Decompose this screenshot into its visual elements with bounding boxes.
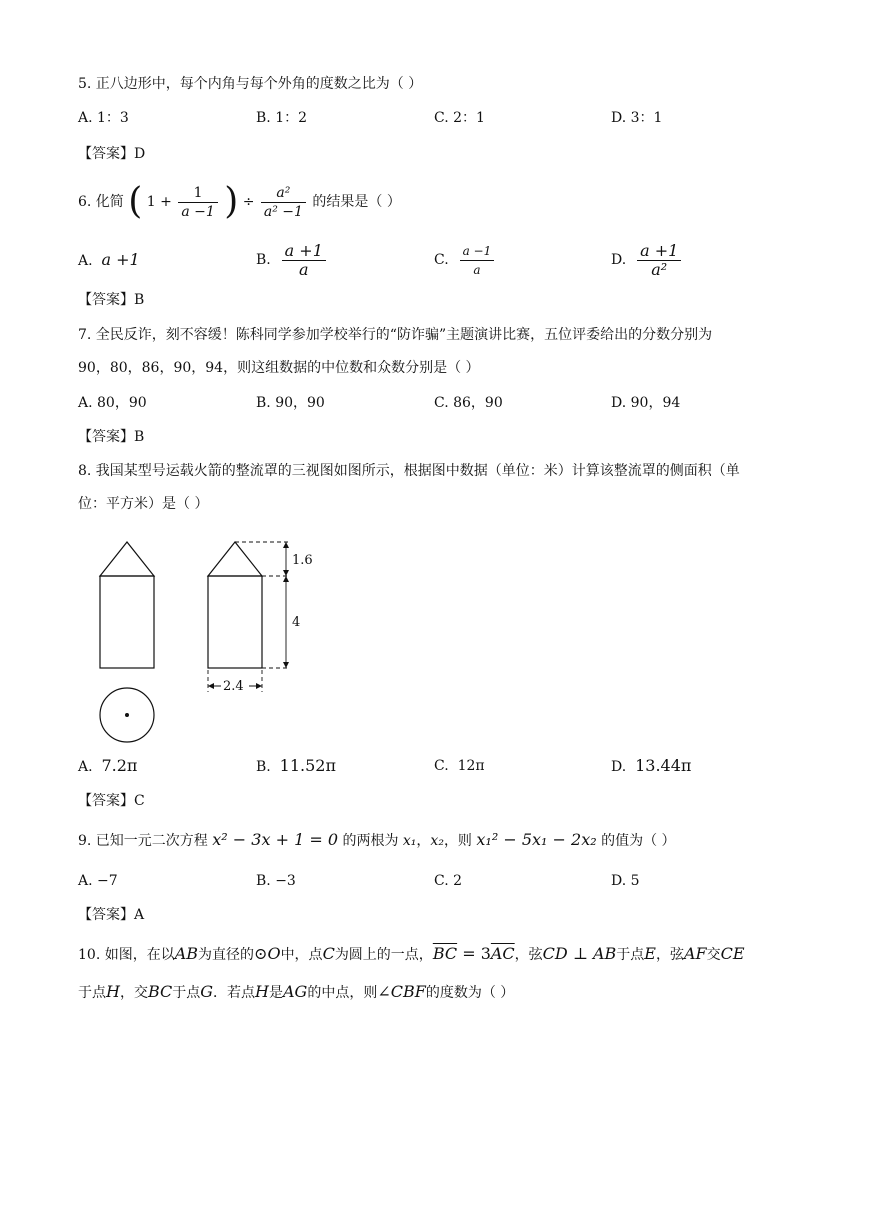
q5-answer: 【答案】D [78, 146, 146, 162]
q6-right-paren: ) [224, 181, 239, 222]
q6-stem-prefix: 6. 化简 [78, 194, 124, 210]
q8-option-a [78, 756, 137, 777]
q10-l2-p4: ．若点 [213, 985, 256, 1001]
q6-opt-d-label: D. [611, 252, 627, 268]
q6-fraction-2 [261, 184, 306, 221]
q10-l1-ce: CE [720, 944, 745, 963]
q10-l1-cd-perp-ab: CD ⊥ AB [542, 944, 617, 963]
side-view [208, 542, 262, 668]
q7-option-c: C. 86，90 [434, 395, 503, 411]
q10-l2-h: H [106, 982, 120, 1001]
q9-option-d: D. 5 [611, 873, 640, 889]
q6-opt-c-frac [460, 242, 495, 279]
q6-opt-d-num: a +1 [637, 242, 681, 261]
q8-option-c [434, 756, 485, 776]
dimension-guides [208, 542, 290, 692]
q10-l1-c: C [322, 944, 335, 963]
front-view-cone [100, 542, 154, 576]
q6-one-plus: 1 + [146, 194, 172, 210]
q6-frac2-den: a² −1 [263, 203, 303, 220]
q9-root1: x₁ [402, 833, 417, 849]
q6-stem [78, 178, 401, 226]
q6-frac1-num: 1 [178, 184, 217, 203]
q10-l1-p4: 为圆上的一点， [334, 947, 433, 963]
q10-l2-p3: 于点 [172, 985, 201, 1001]
q6-frac1-den: a −1 [181, 203, 215, 220]
q10-stem-line1 [78, 944, 745, 965]
q10-l1-p8: 交 [706, 947, 721, 963]
q10-l2-p5: 是 [268, 985, 283, 1001]
q7-stem-line2: 90，80，86，90，94，则这组数据的中位数和众数分别是（ ） [78, 360, 480, 376]
q10-l2-h2: H [255, 982, 269, 1001]
dimension-arrows [208, 542, 286, 686]
q6-option-c [434, 240, 496, 280]
q8-option-b [256, 756, 336, 777]
q7-option-b: B. 90，90 [256, 395, 325, 411]
q6-opt-d-den: a² [651, 259, 668, 279]
q6-option-d [611, 240, 683, 280]
q9-expression: x₁² − 5x₁ − 2x₂ [476, 830, 597, 849]
q6-divide: ÷ [242, 194, 255, 210]
q10-l2-g: G [200, 982, 214, 1001]
q7-stem-line1: 7. 全民反诈，刻不容缓！陈科同学参加学校举行的“防诈骗”主题演讲比赛，五位评委给出的分数分别为 [78, 327, 713, 343]
q10-l2-ag: AG [282, 982, 308, 1001]
q10-l1-circle: ⊙O [254, 944, 281, 963]
q6-option-b [256, 240, 328, 280]
top-view-center-dot [125, 713, 129, 717]
q7-option-a: A. 80，90 [78, 395, 147, 411]
q6-frac2-num: a² [261, 184, 306, 203]
q8-opt-a-value: 7.2π [101, 756, 138, 775]
q8-opt-c-label: C. [434, 758, 449, 774]
q10-l1-p1: 10. 如图，在以 [78, 947, 175, 963]
q5-option-b: B. 1：2 [256, 110, 308, 126]
q10-l1-ab: AB [174, 944, 199, 963]
q10-l2-p6: 的中点，则 [307, 985, 378, 1001]
q10-l2-angle-cbf: ∠CBF [377, 982, 426, 1001]
q9-option-c: C. 2 [434, 873, 463, 889]
q9-option-b: B. −3 [256, 873, 296, 889]
q10-l1-p2: 为直径的 [198, 947, 255, 963]
q10-l1-af: AF [683, 944, 707, 963]
front-view-cylinder [100, 576, 154, 668]
q8-stem-line1: 8. 我国某型号运载火箭的整流罩的三视图如图所示，根据图中数据（单位：米）计算该整流罩的侧面积（单 [78, 463, 740, 479]
q7-option-d: D. 90，94 [611, 395, 681, 411]
q7-answer: 【答案】B [78, 429, 145, 445]
q6-opt-c-label: C. [434, 252, 449, 268]
q6-stem-suffix: 的结果是（ ） [312, 194, 401, 210]
q9-option-a: A. −7 [78, 873, 118, 889]
q6-answer: 【答案】B [78, 292, 145, 308]
q6-opt-b-frac [282, 242, 326, 279]
side-view-cone [208, 542, 262, 576]
q10-l1-p6: 于点 [616, 947, 645, 963]
q10-l1-p3: 中，点 [280, 947, 323, 963]
q6-opt-b-label: B. [256, 252, 271, 268]
q9-answer: 【答案】A [78, 907, 145, 923]
q9-stem-mid: 的两根为 [342, 833, 399, 849]
q6-opt-c-den: a [473, 262, 481, 277]
q6-opt-b-num: a +1 [282, 242, 326, 261]
q8-opt-a-label: A. [78, 759, 93, 775]
q10-l2-p7: 的度数为（ ） [425, 985, 515, 1001]
q9-stem-suffix: 的值为（ ） [601, 833, 676, 849]
q9-root2: x₂ [430, 833, 444, 849]
q8-option-d [611, 756, 691, 777]
q9-comma: ， [416, 833, 431, 849]
q5-option-d: D. 3：1 [611, 110, 663, 126]
q6-opt-a-expr: a +1 [101, 250, 140, 269]
q8-answer: 【答案】C [78, 793, 145, 809]
q8-opt-d-value: 13.44π [635, 756, 692, 775]
q8-opt-b-label: B. [256, 759, 271, 775]
q10-l1-e: E [644, 944, 656, 963]
q10-l2-p2: ，交 [119, 985, 148, 1001]
q9-stem-prefix: 9. 已知一元二次方程 [78, 833, 208, 849]
q10-l1-arc-bc: $\overline{BC}$ [432, 944, 458, 963]
label-height-top: 1.6 [292, 553, 313, 568]
q10-l1-p7: ，弦 [655, 947, 684, 963]
q6-opt-d-frac [637, 242, 681, 279]
q8-opt-c-value: 12π [457, 758, 485, 774]
q5-stem: 5. 正八边形中，每个内角与每个外角的度数之比为（ ） [78, 76, 423, 92]
q6-opt-b-den: a [298, 259, 309, 279]
q8-opt-b-value: 11.52π [279, 756, 336, 775]
label-width: 2.4 [223, 679, 244, 694]
q5-option-c: C. 2：1 [434, 110, 485, 126]
q9-stem [78, 830, 676, 851]
q9-equation: x² − 3x + 1 = 0 [212, 830, 338, 849]
q9-stem-then: ，则 [443, 833, 472, 849]
q10-l1-p5: ，弦 [514, 947, 543, 963]
q10-l1-eq: = 3 [457, 944, 491, 963]
q10-l2-p1: 于点 [78, 985, 106, 1001]
q10-l2-bc: BC [147, 982, 173, 1001]
q5-option-a: A. 1：3 [78, 110, 129, 126]
side-view-cylinder [208, 576, 262, 668]
q6-option-a [78, 240, 140, 281]
q10-l1-arc-ac: $\overline{AC}$ [490, 944, 515, 963]
q8-opt-d-label: D. [611, 759, 627, 775]
label-height-body: 4 [292, 615, 301, 630]
q6-fraction-1 [178, 184, 217, 221]
q8-three-view-figure [90, 532, 330, 747]
q6-opt-c-num: a −1 [460, 242, 495, 261]
dimension-arrowheads [208, 542, 289, 689]
q6-opt-a-label: A. [78, 253, 93, 269]
q8-stem-line2: 位：平方米）是（ ） [78, 496, 209, 512]
front-view [100, 542, 154, 668]
q6-left-paren: ( [128, 181, 143, 222]
q10-stem-line2 [78, 982, 514, 1003]
